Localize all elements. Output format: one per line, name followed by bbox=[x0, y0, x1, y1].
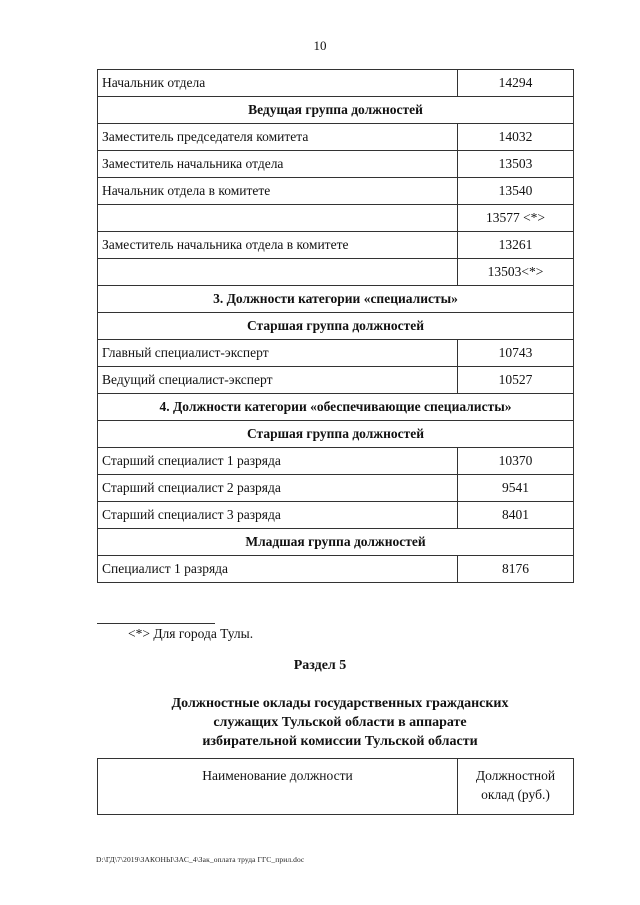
position-name-cell: Старший специалист 2 разряда bbox=[98, 475, 458, 502]
footnote: <*> Для города Тулы. bbox=[128, 626, 254, 641]
position-name-cell: Заместитель начальника отдела в комитете bbox=[98, 232, 458, 259]
table-row bbox=[98, 178, 574, 205]
salary-value-cell: 10370 bbox=[458, 448, 574, 475]
salary-value-cell: 8401 bbox=[458, 502, 574, 529]
group-header-row bbox=[98, 97, 574, 124]
group-header: 4. Должности категории «обеспечивающие специалисты» bbox=[98, 394, 574, 421]
table-row bbox=[98, 205, 574, 232]
salary-table bbox=[97, 69, 574, 583]
page-number: 10 bbox=[313, 38, 327, 53]
salary-value-cell: 10743 bbox=[458, 340, 574, 367]
group-header: Младшая группа должностей bbox=[98, 529, 574, 556]
group-header-row bbox=[98, 313, 574, 340]
group-header: Старшая группа должностей bbox=[98, 421, 574, 448]
table-row bbox=[98, 340, 574, 367]
salary-value-cell: 10527 bbox=[458, 367, 574, 394]
table-row bbox=[98, 124, 574, 151]
position-name-cell bbox=[98, 205, 458, 232]
position-name-cell: Заместитель начальника отдела bbox=[98, 151, 458, 178]
group-header-row bbox=[98, 421, 574, 448]
column-header-position: Наименование должности bbox=[98, 759, 458, 815]
position-name-cell bbox=[98, 259, 458, 286]
salary-value-cell: 14294 bbox=[458, 70, 574, 97]
position-name-cell: Специалист 1 разряда bbox=[98, 556, 458, 583]
section-heading-line: служащих Тульской области в аппарате bbox=[213, 715, 467, 730]
table-row bbox=[98, 475, 574, 502]
salary-value-cell: 13503<*> bbox=[458, 259, 574, 286]
group-header-row bbox=[98, 529, 574, 556]
table-row bbox=[98, 151, 574, 178]
section-heading-line: избирательной комиссии Тульской области bbox=[202, 734, 478, 749]
position-salary-header-table bbox=[97, 758, 574, 815]
position-name-cell: Ведущий специалист-эксперт bbox=[98, 367, 458, 394]
group-header: Ведущая группа должностей bbox=[98, 97, 574, 124]
section-title: Раздел 5 bbox=[293, 658, 347, 673]
table-row bbox=[98, 259, 574, 286]
header-row bbox=[98, 759, 574, 815]
group-header: Старшая группа должностей bbox=[98, 313, 574, 340]
section-heading bbox=[150, 694, 530, 751]
position-name-cell: Начальник отдела bbox=[98, 70, 458, 97]
position-name-cell: Старший специалист 3 разряда bbox=[98, 502, 458, 529]
section-heading-line: Должностные оклады государственных гражданских bbox=[171, 696, 509, 711]
column-header-salary bbox=[458, 759, 574, 815]
salary-value-cell: 13540 bbox=[458, 178, 574, 205]
document-file-path: D:\ГД\7\2019\ЗАКОНЫ\ЗАС_4\Зак_оплата труда ГГС_прил.doc bbox=[96, 855, 305, 864]
table-row bbox=[98, 367, 574, 394]
table-row bbox=[98, 556, 574, 583]
column-header-salary-line: оклад (руб.) bbox=[481, 787, 550, 802]
table-row bbox=[98, 502, 574, 529]
group-header: 3. Должности категории «специалисты» bbox=[98, 286, 574, 313]
column-header-salary-line: Должностной bbox=[475, 768, 556, 783]
salary-value-cell: 8176 bbox=[458, 556, 574, 583]
salary-value-cell: 13577 <*> bbox=[458, 205, 574, 232]
salary-value-cell: 13261 bbox=[458, 232, 574, 259]
salary-value-cell: 13503 bbox=[458, 151, 574, 178]
table-row bbox=[98, 70, 574, 97]
position-name-cell: Главный специалист-эксперт bbox=[98, 340, 458, 367]
position-name-cell: Начальник отдела в комитете bbox=[98, 178, 458, 205]
group-header-row bbox=[98, 286, 574, 313]
table-row bbox=[98, 448, 574, 475]
position-name-cell: Заместитель председателя комитета bbox=[98, 124, 458, 151]
footnote-divider bbox=[97, 623, 215, 624]
salary-value-cell: 14032 bbox=[458, 124, 574, 151]
table-row bbox=[98, 232, 574, 259]
position-name-cell: Старший специалист 1 разряда bbox=[98, 448, 458, 475]
group-header-row bbox=[98, 394, 574, 421]
salary-value-cell: 9541 bbox=[458, 475, 574, 502]
